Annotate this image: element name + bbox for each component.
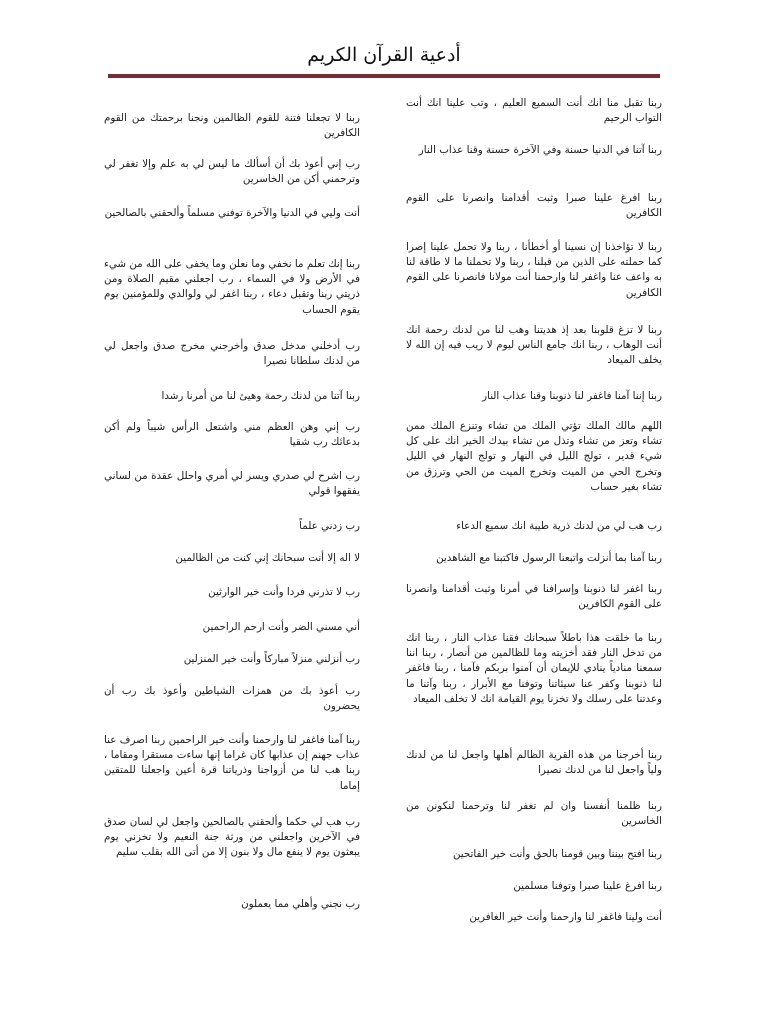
- duaa-paragraph: ربنا آتنا من لدنك رحمة وهيئ لنا من أمرنا رشدا: [161, 390, 360, 402]
- duaa-paragraph: لا اله إلا أنت سبحانك إني كنت من الظالمين: [175, 552, 360, 564]
- duaa-paragraph: اللهم مالك الملك تؤتي الملك من تشاء وتنزع الملك ممن تشاء وتعز من تشاء وتذل من تشاء بيدك الخير انك على كل شيء قدير ، تولج الليل في النهار و تولج النهار في الليل وتخرج الحي من الميت وتخرج الميت من الحي وترزق من تشاء بغير حساب: [406, 420, 662, 493]
- duaa-paragraph: رب اشرح لي صدري ويسر لي أمري واحلل عقدة من لساني يفقهوا قولي: [104, 470, 360, 498]
- duaa-paragraph: أنت وليي في الدنيا والآخرة توفني مسلماً وألحقني بالصالحين: [104, 207, 360, 219]
- title-divider: [108, 74, 660, 78]
- duaa-paragraph: رب هب لي حكما وألحقني بالصالحين واجعل لي لسان صدق في الآخرين واجعلني من ورثة جنة النعيم ولا تخزني يوم يبعثون يوم لا ينفع مال ولا بنون إلا من أتى الله بقلب سليم: [104, 816, 360, 859]
- duaa-paragraph: ربنا ما خلقت هذا باطلاً سبحانك فقنا عذاب النار ، ربنا انك من تدخل النار فقد أخزيته وما للظالمين من أنصار ، ربنا اننا سمعنا منادياً ينادي للإيمان أن آمنوا بربكم فآمنا ، ربنا فاغفر لنا ذنوبنا وكفر عنا سيئاتنا وتوفنا مع الأبرار ، ربنا وآتنا ما وعدتنا على رسلك ولا تخزنا يوم القيامة انك لا تخلف الميعاد: [406, 632, 662, 705]
- duaa-paragraph: ربنا افرغ علينا صبرا وثبت أقدامنا وانصرنا على القوم الكافرين: [406, 192, 662, 220]
- duaa-paragraph: رب إني وهن العظم مني واشتعل الرأس شيباً ولم أكن بدعائك رب شقيا: [104, 421, 360, 449]
- duaa-paragraph: ربنا افتح بيننا وبين قومنا بالحق وأنت خير الفاتحين: [452, 848, 662, 860]
- duaa-paragraph: رب هب لي من لدنك ذرية طيبة انك سميع الدعاء: [456, 520, 662, 532]
- duaa-paragraph: ربنا افرغ علينا صبرا وتوفنا مسلمين: [513, 880, 662, 892]
- duaa-paragraph: ربنا لا تؤاخذنا إن نسينا أو أخطأنا ، ربنا ولا تحمل علينا إصرا كما حملته على الذين من قبلنا ، ربنا ولا تحملنا ما لا طاقة لنا به واعف عنا واغفر لنا وارحمنا أنت مولانا فانصرنا على القوم الكافرين: [406, 241, 662, 299]
- duaa-paragraph: رب أعوذ بك من همزات الشياطين وأعوذ بك رب أن يحضرون: [104, 685, 360, 713]
- duaa-paragraph: ربنا تقبل منا انك أنت السميع العليم ، وتب علينا انك أنت التواب الرحيم: [406, 97, 662, 125]
- duaa-paragraph: ربنا لا تجعلنا فتنة للقوم الظالمين ونجنا برحمتك من القوم الكافرين: [104, 112, 360, 140]
- duaa-paragraph: أني مسني الضر وأنت ارحم الراحمين: [202, 621, 360, 633]
- duaa-paragraph: رب أنزلني منزلاً مباركاً وأنت خير المنزلين: [183, 653, 360, 665]
- duaa-paragraph: رب زدني علماً: [299, 520, 360, 532]
- duaa-paragraph: رب إني أعوذ بك أن أسألك ما ليس لي به علم وإلا تغفر لي وترحمني أكن من الخاسرين: [104, 158, 360, 186]
- duaa-paragraph: ربنا أخرجنا من هذه القرية الظالم أهلها واجعل لنا من لدنك ولياً واجعل لنا من لدنك نصيرا: [406, 749, 662, 777]
- duaa-paragraph: ربنا آمنا بما أنزلت واتبعنا الرسول فاكتبنا مع الشاهدين: [436, 552, 662, 564]
- page-title: أدعية القرآن الكريم: [307, 44, 461, 66]
- duaa-paragraph: ربنا إننا آمنا فاغفر لنا ذنوبنا وقنا عذاب النار: [482, 390, 662, 402]
- duaa-paragraph: أنت ولينا فاغفر لنا وارحمنا وأنت خير الغافرين: [469, 911, 662, 923]
- duaa-paragraph: رب أدخلني مدخل صدق وأخرجني مخرج صدق واجعل لي من لدنك سلطانا نصيرا: [104, 340, 360, 368]
- duaa-paragraph: ربنا لا تزغ قلوبنا بعد إذ هديتنا وهب لنا من لدنك رحمة انك أنت الوهاب ، ربنا انك جامع الناس ليوم لا ريب فيه إن الله لا يخلف الميعاد: [406, 324, 662, 367]
- duaa-paragraph: ربنا آتنا في الدنيا حسنة وفي الآخرة حسنة وقنا عذاب النار: [418, 144, 662, 156]
- duaa-paragraph: ربنا ظلمنا أنفسنا وان لم تغفر لنا وترحمنا لنكونن من الخاسرين: [406, 800, 662, 828]
- duaa-paragraph: ربنا إنك تعلم ما نخفي وما نعلن وما يخفى على الله من شيء في الأرض ولا في السماء ، رب اجعلني مقيم الصلاة ومن ذريتي ربنا وتقبل دعاء ، ربنا اغفر لي ولوالدي وللمؤمنين يوم يقوم الحساب: [104, 258, 360, 316]
- duaa-paragraph: رب نجني وأهلي مما يعملون: [241, 898, 360, 910]
- duaa-paragraph: ربنا آمنا فاغفر لنا وارحمنا وأنت خير الراحمين ربنا اصرف عنا عذاب جهنم إن عذابها كان غراما إنها ساءت مستقرا ومقاما ، ربنا هب لنا من أزواجنا وذرياتنا قرة أعين واجعلنا للمتقين إماما: [104, 734, 360, 792]
- duaa-paragraph: ربنا اغفر لنا ذنوبنا وإسرافنا في أمرنا وثبت أقدامنا وانصرنا على القوم الكافرين: [406, 583, 662, 611]
- duaa-paragraph: رب لا تذرني فردا وأنت خير الوارثين: [208, 586, 360, 598]
